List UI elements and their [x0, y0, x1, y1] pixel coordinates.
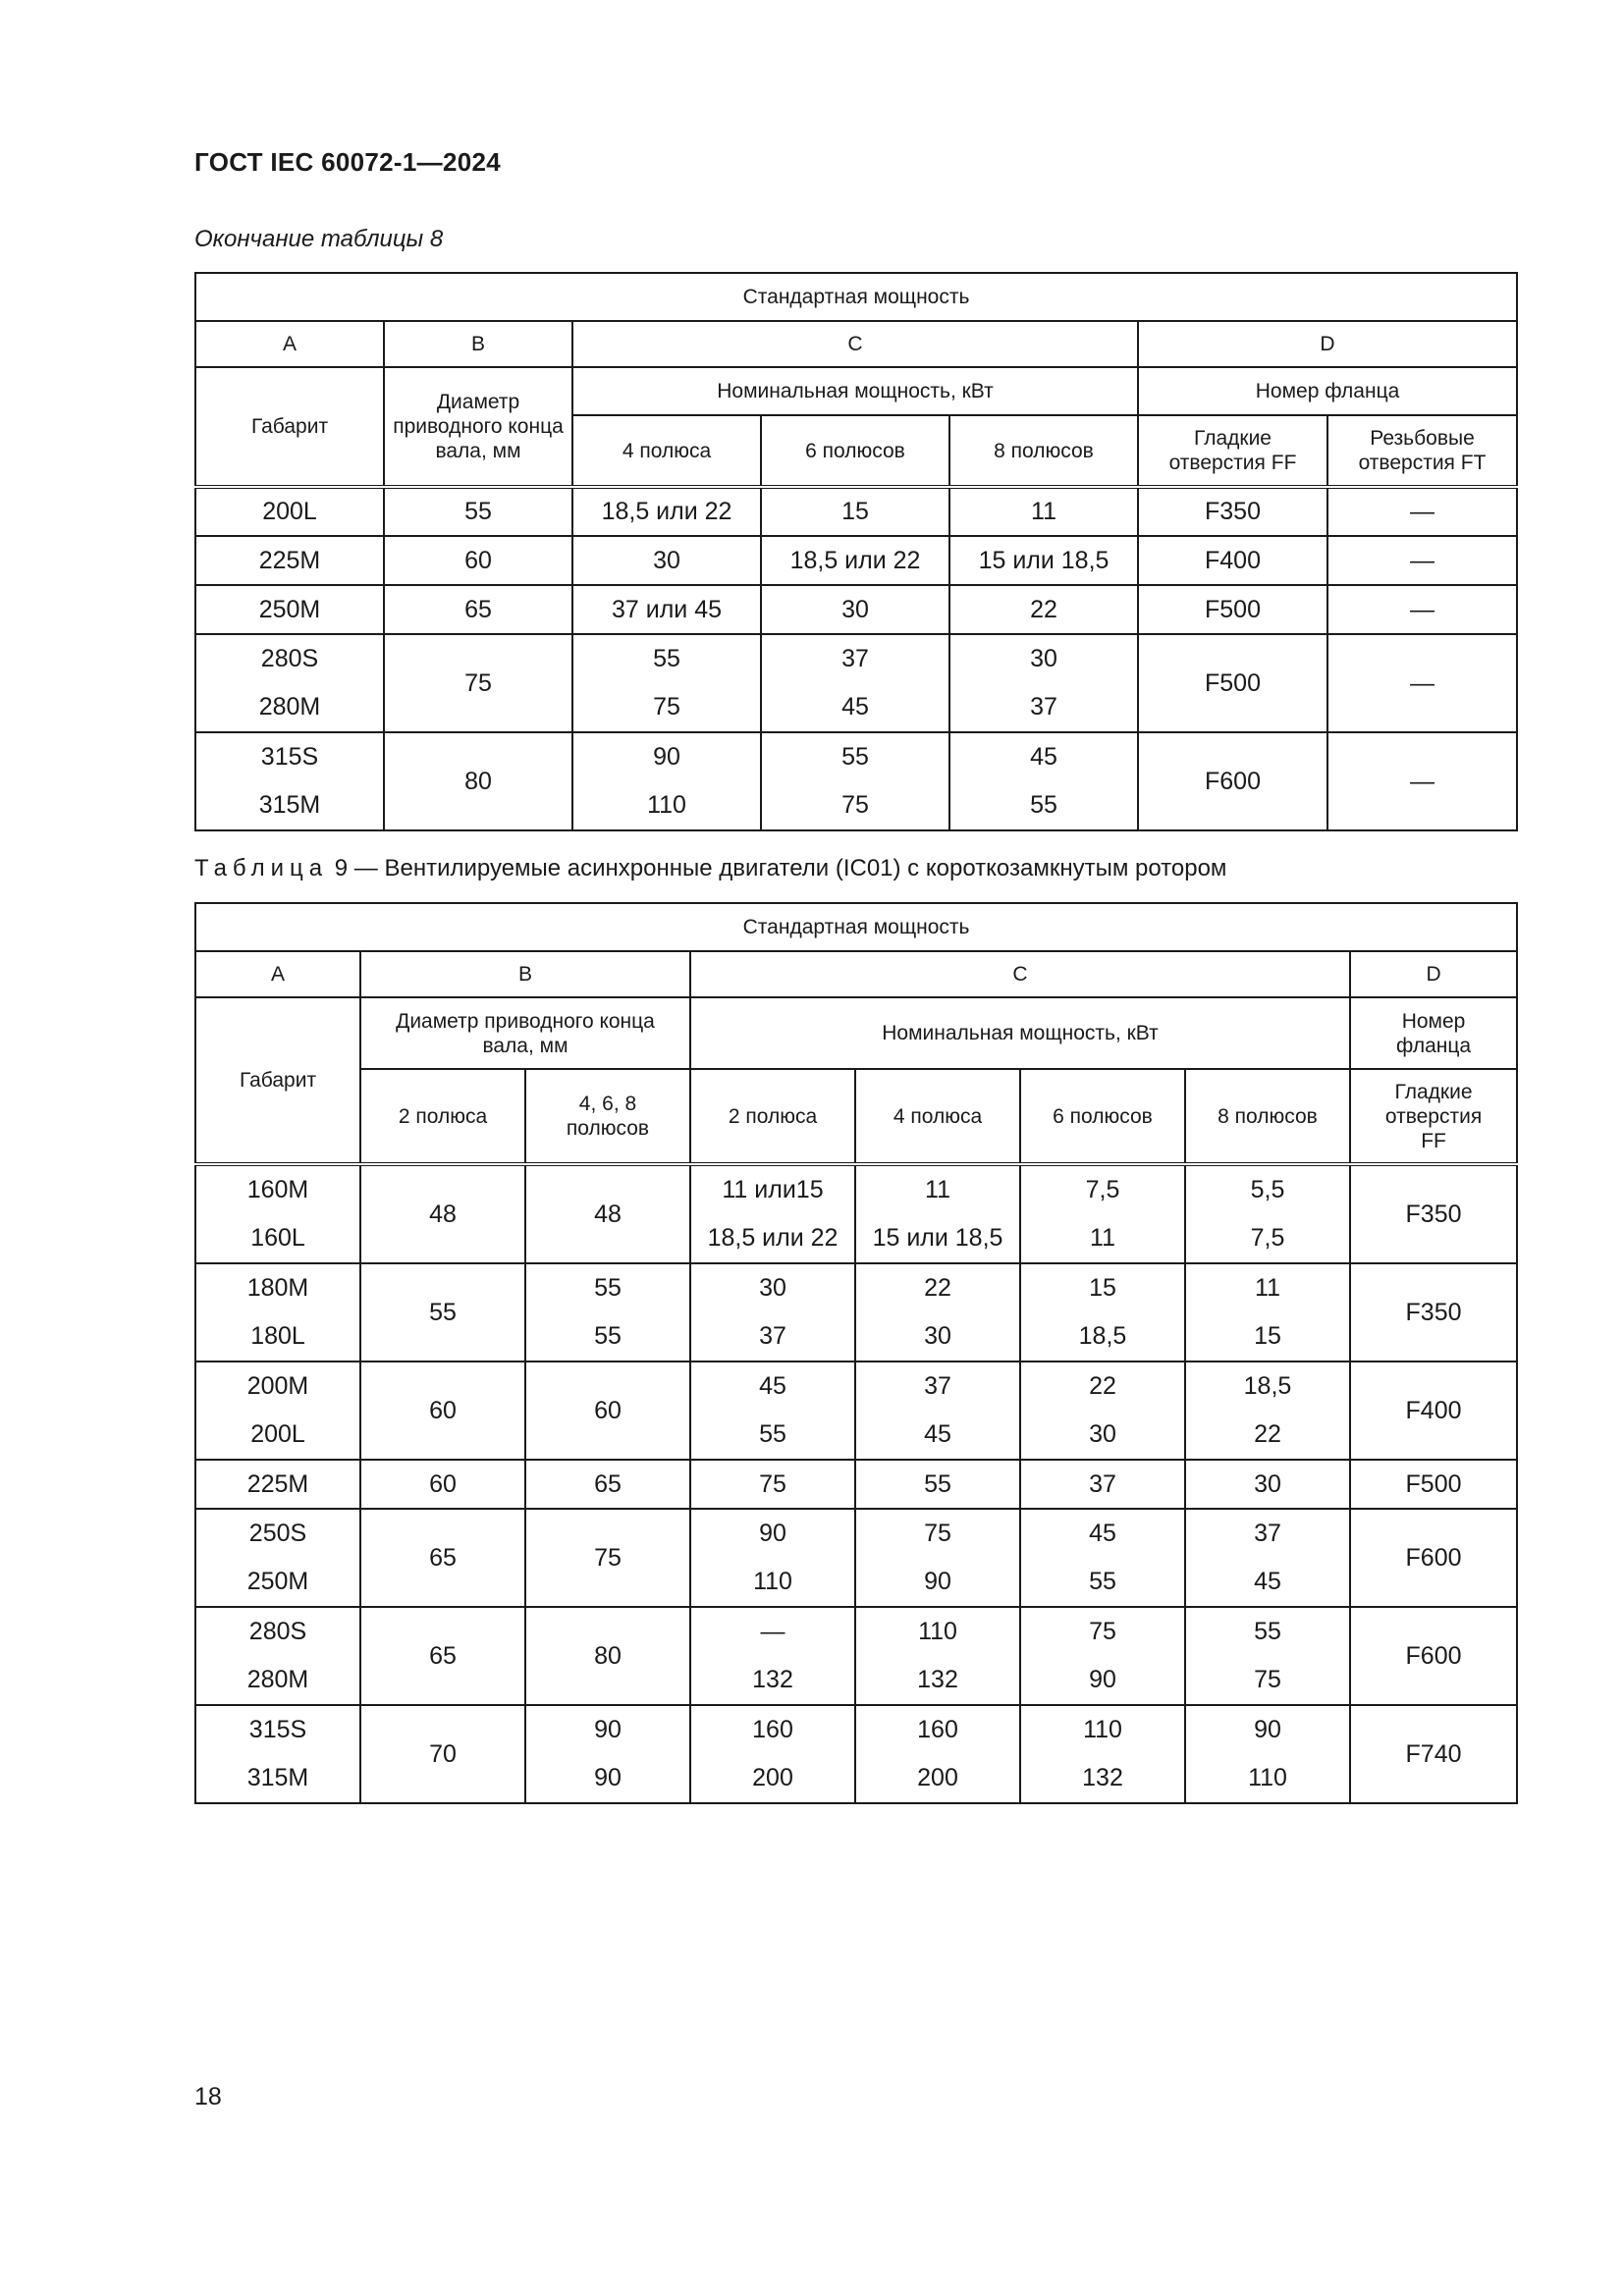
value-line: 90 [594, 1716, 622, 1743]
value-line: 7,5 [1085, 1176, 1120, 1203]
value-line: 18,5 [1078, 1322, 1127, 1350]
value-line: 11 [1090, 1224, 1115, 1252]
table9-row [195, 1362, 1517, 1460]
value-line: 45 [759, 1372, 786, 1400]
table9-size-cell [195, 1607, 360, 1705]
table9-p4-cell [855, 1705, 1020, 1803]
table9-ff-cell: F500 [1350, 1460, 1517, 1509]
value-line: 75 [653, 693, 680, 721]
table9-ff-cell: F400 [1350, 1362, 1517, 1460]
value-line: 132 [1082, 1764, 1123, 1791]
table9-letter-a: A [195, 951, 360, 997]
table8-p4-cell [572, 732, 761, 830]
table9-ff-cell: F600 [1350, 1509, 1517, 1607]
table8-p8-cell: 15 или 18,5 [949, 536, 1138, 585]
table9-d2-cell: 60 [360, 1460, 525, 1509]
table9-row [195, 1460, 1517, 1509]
table9-p4-cell [855, 1164, 1020, 1263]
table8-p8-cell: 22 [949, 585, 1138, 634]
table9-d468-cell: 60 [525, 1362, 690, 1460]
value-line: — [760, 1618, 785, 1645]
value-line: 45 [1254, 1568, 1281, 1595]
value-line: 90 [653, 743, 680, 771]
table8-size-cell: 250M [195, 585, 384, 634]
table9-p6-cell [1020, 1263, 1185, 1362]
value-line: 55 [594, 1274, 622, 1302]
table8-p4-cell [572, 634, 761, 732]
table9-p6-cell [1020, 1362, 1185, 1460]
table9-row [195, 1607, 1517, 1705]
table8-ft-cell: — [1327, 585, 1517, 634]
table9-size-cell [195, 1509, 360, 1607]
size-line: 250S [248, 1520, 307, 1547]
table9-p6-cell: 37 [1020, 1460, 1185, 1509]
table9-p2-cell [690, 1164, 855, 1263]
value-line: 110 [918, 1618, 957, 1645]
size-line: 160L [250, 1224, 305, 1252]
table8-ff-cell: F350 [1138, 487, 1327, 536]
value-line: 90 [1089, 1666, 1116, 1693]
value-line: 7,5 [1250, 1224, 1285, 1252]
table8-size-cell [195, 732, 384, 830]
table9-size-cell: 225M [195, 1460, 360, 1509]
value-line: 37 [1030, 693, 1057, 721]
table9-letter-c: C [690, 951, 1350, 997]
value-line: 22 [1089, 1372, 1116, 1400]
size-line: 280S [260, 645, 319, 672]
value-line: 55 [1089, 1568, 1116, 1595]
value-line: 45 [1030, 743, 1057, 771]
size-line: 200M [246, 1372, 309, 1400]
table9-d2-cell: 65 [360, 1509, 525, 1607]
table8-size-cell [195, 634, 384, 732]
table9-d468-cell [525, 1705, 690, 1803]
table9-row [195, 1705, 1517, 1803]
table9-size-cell [195, 1263, 360, 1362]
table8-row [195, 732, 1517, 830]
table9-poles-6-header: 6 полюсов [1020, 1069, 1185, 1164]
table8-flange-ff-header: Гладкие отверстия FF [1138, 415, 1327, 487]
table9-ff-cell: F600 [1350, 1607, 1517, 1705]
table9-gabarit-header: Габарит [195, 997, 360, 1164]
table9-row [195, 1509, 1517, 1607]
table9-diameter-2p-header: 2 полюса [360, 1069, 525, 1164]
table9-d468-cell: 75 [525, 1509, 690, 1607]
table8-row [195, 536, 1517, 585]
value-line: 200 [752, 1764, 793, 1791]
table8-ff-cell: F600 [1138, 732, 1327, 830]
value-line: 30 [1089, 1420, 1116, 1448]
table9-caption-text: 9 — Вентилируемые асинхронные двигатели (IC01) с короткозамкнутым ротором [328, 855, 1227, 881]
table8-power-header: Номинальная мощность, кВт [572, 367, 1138, 415]
table9-p6-cell [1020, 1509, 1185, 1607]
table9-caption [194, 855, 1226, 882]
value-line: 75 [841, 791, 869, 819]
table8-ff-cell: F500 [1138, 585, 1327, 634]
table8-p6-cell [761, 732, 949, 830]
value-line: 132 [752, 1666, 793, 1693]
value-line: 30 [759, 1274, 786, 1302]
value-line: 15 [1089, 1274, 1116, 1302]
value-line: 200 [917, 1764, 958, 1791]
table9-power-header: Номинальная мощность, кВт [690, 997, 1350, 1069]
value-line: 55 [653, 645, 680, 672]
value-line: 55 [594, 1322, 622, 1350]
table8-gabarit-header: Габарит [195, 367, 384, 487]
value-line: 110 [1083, 1716, 1122, 1743]
table9-d2-cell: 70 [360, 1705, 525, 1803]
table9-p8-cell [1185, 1705, 1350, 1803]
value-line: 90 [594, 1764, 622, 1791]
size-line: 160M [246, 1176, 309, 1203]
value-line: 55 [1030, 791, 1057, 819]
value-line: 45 [1089, 1520, 1116, 1547]
table9-d2-cell: 65 [360, 1607, 525, 1705]
page-number: 18 [194, 2083, 222, 2110]
table8-diameter-header: Диаметр приводного конца вала, мм [384, 367, 572, 487]
table9-p4-cell [855, 1362, 1020, 1460]
value-line: 55 [759, 1420, 786, 1448]
value-line: 45 [841, 693, 869, 721]
table8-row [195, 487, 1517, 536]
value-line: 5,5 [1250, 1176, 1285, 1203]
value-line: 75 [1254, 1666, 1281, 1693]
table9-p8-cell [1185, 1509, 1350, 1607]
value-line: 132 [917, 1666, 958, 1693]
document-header: ГОСТ IEC 60072-1—2024 [194, 147, 501, 177]
value-line: 37 [1254, 1520, 1281, 1547]
value-line: 45 [924, 1420, 951, 1448]
value-line: 15 или 18,5 [872, 1224, 1003, 1252]
size-line: 315M [246, 1764, 309, 1791]
table9-super-header: Стандартная мощность [195, 903, 1517, 951]
table9-size-cell [195, 1705, 360, 1803]
table8-p4-cell: 30 [572, 536, 761, 585]
table9-p2-cell [690, 1607, 855, 1705]
table8-diameter-cell: 60 [384, 536, 572, 585]
table8-p6-cell: 18,5 или 22 [761, 536, 949, 585]
table8-ft-cell: — [1327, 487, 1517, 536]
table9-p6-cell [1020, 1164, 1185, 1263]
table9-letter-b: B [360, 951, 690, 997]
table8-poles-6-header: 6 полюсов [761, 415, 949, 487]
size-line: 200L [250, 1420, 305, 1448]
table8-ft-cell: — [1327, 634, 1517, 732]
table8-p6-cell: 30 [761, 585, 949, 634]
table8-poles-4-header: 4 полюса [572, 415, 761, 487]
value-line: 30 [924, 1322, 951, 1350]
table9-d2-cell: 55 [360, 1263, 525, 1362]
table9-p6-cell [1020, 1705, 1185, 1803]
table8-continuation-label: Окончание таблицы 8 [194, 226, 444, 252]
value-line: 11 или15 [722, 1176, 824, 1203]
value-line: 55 [841, 743, 869, 771]
value-line: 11 [1255, 1274, 1280, 1302]
value-line: 22 [1254, 1420, 1281, 1448]
table9-p2-cell [690, 1263, 855, 1362]
value-line: 110 [753, 1568, 792, 1595]
value-line: 30 [1030, 645, 1057, 672]
value-line: 18,5 или 22 [707, 1224, 839, 1252]
table8-diameter-cell: 75 [384, 634, 572, 732]
table8-row [195, 585, 1517, 634]
table9-p4-cell: 55 [855, 1460, 1020, 1509]
size-line: 315M [258, 791, 321, 819]
table8-p8-cell [949, 634, 1138, 732]
table8-diameter-cell: 65 [384, 585, 572, 634]
table9-d468-cell [525, 1263, 690, 1362]
table9-d468-cell: 48 [525, 1164, 690, 1263]
table8-p8-cell [949, 732, 1138, 830]
table9-p8-cell: 30 [1185, 1460, 1350, 1509]
table9-p8-cell [1185, 1607, 1350, 1705]
table8-poles-8-header: 8 полюсов [949, 415, 1138, 487]
table9-flange-ff-header: Гладкие отверстия FF [1350, 1069, 1517, 1164]
table9-diameter-header: Диаметр приводного конца вала, мм [360, 997, 690, 1069]
table8-size-cell: 200L [195, 487, 384, 536]
table-9 [194, 902, 1518, 1804]
value-line: 90 [924, 1568, 951, 1595]
table8-diameter-cell: 80 [384, 732, 572, 830]
table9-p4-cell [855, 1263, 1020, 1362]
table9-size-cell [195, 1362, 360, 1460]
value-line: 22 [924, 1274, 951, 1302]
table9-row [195, 1164, 1517, 1263]
table8-ft-cell: — [1327, 536, 1517, 585]
table9-ff-cell: F740 [1350, 1705, 1517, 1803]
value-line: 37 [924, 1372, 951, 1400]
table8-ff-cell: F400 [1138, 536, 1327, 585]
size-line: 280M [258, 693, 321, 721]
value-line: 55 [1254, 1618, 1281, 1645]
table9-p2-cell [690, 1705, 855, 1803]
table9-poles-8-header: 8 полюсов [1185, 1069, 1350, 1164]
table8-ft-cell: — [1327, 732, 1517, 830]
value-line: 11 [925, 1176, 950, 1203]
table9-p8-cell [1185, 1263, 1350, 1362]
table9-d468-cell: 65 [525, 1460, 690, 1509]
table9-row [195, 1263, 1517, 1362]
table8-p4-cell: 37 или 45 [572, 585, 761, 634]
table8-p4-cell: 18,5 или 22 [572, 487, 761, 536]
size-line: 250M [246, 1568, 309, 1595]
table8-flange-ft-header: Резьбовые отверстия FT [1327, 415, 1517, 487]
value-line: 75 [924, 1520, 951, 1547]
value-line: 110 [1248, 1764, 1287, 1791]
table8-letter-a: A [195, 321, 384, 367]
table9-caption-prefix: Таблица [194, 855, 329, 881]
table9-flange-header: Номер фланца [1350, 997, 1517, 1069]
table8-flange-header: Номер фланца [1138, 367, 1517, 415]
value-line: 37 [759, 1322, 786, 1350]
table9-p8-cell [1185, 1362, 1350, 1460]
table9-p2-cell [690, 1509, 855, 1607]
table9-d2-cell: 60 [360, 1362, 525, 1460]
table8-p8-cell: 11 [949, 487, 1138, 536]
value-line: 90 [759, 1520, 786, 1547]
table9-ff-cell: F350 [1350, 1263, 1517, 1362]
table9-p4-cell [855, 1607, 1020, 1705]
table9-diameter-468p-header: 4, 6, 8 полюсов [525, 1069, 690, 1164]
table8-p6-cell: 15 [761, 487, 949, 536]
table9-p2-cell: 75 [690, 1460, 855, 1509]
table9-letter-d: D [1350, 951, 1517, 997]
table8-letter-b: B [384, 321, 572, 367]
table9-poles-2-header: 2 полюса [690, 1069, 855, 1164]
value-line: 160 [752, 1716, 793, 1743]
table9-d468-cell: 80 [525, 1607, 690, 1705]
value-line: 75 [1089, 1618, 1116, 1645]
size-line: 315S [260, 743, 319, 771]
value-line: 15 [1254, 1322, 1281, 1350]
size-line: 280S [248, 1618, 307, 1645]
value-line: 160 [917, 1716, 958, 1743]
size-line: 180L [250, 1322, 305, 1350]
table9-ff-cell: F350 [1350, 1164, 1517, 1263]
value-line: 110 [647, 791, 686, 819]
table8-row [195, 634, 1517, 732]
table9-poles-4-header: 4 полюса [855, 1069, 1020, 1164]
table9-d2-cell: 48 [360, 1164, 525, 1263]
table8-ff-cell: F500 [1138, 634, 1327, 732]
table9-p6-cell [1020, 1607, 1185, 1705]
table8-p6-cell [761, 634, 949, 732]
table8-super-header: Стандартная мощность [195, 273, 1517, 321]
table9-p8-cell [1185, 1164, 1350, 1263]
table9-p2-cell [690, 1362, 855, 1460]
table8-letter-d: D [1138, 321, 1517, 367]
table8-size-cell: 225M [195, 536, 384, 585]
size-line: 180M [246, 1274, 309, 1302]
table8-diameter-cell: 55 [384, 487, 572, 536]
size-line: 280M [246, 1666, 309, 1693]
size-line: 315S [248, 1716, 307, 1743]
value-line: 90 [1254, 1716, 1281, 1743]
table9-p4-cell [855, 1509, 1020, 1607]
table-8 [194, 272, 1518, 831]
value-line: 37 [841, 645, 869, 672]
table8-letter-c: C [572, 321, 1138, 367]
table9-size-cell [195, 1164, 360, 1263]
value-line: 18,5 [1243, 1372, 1292, 1400]
